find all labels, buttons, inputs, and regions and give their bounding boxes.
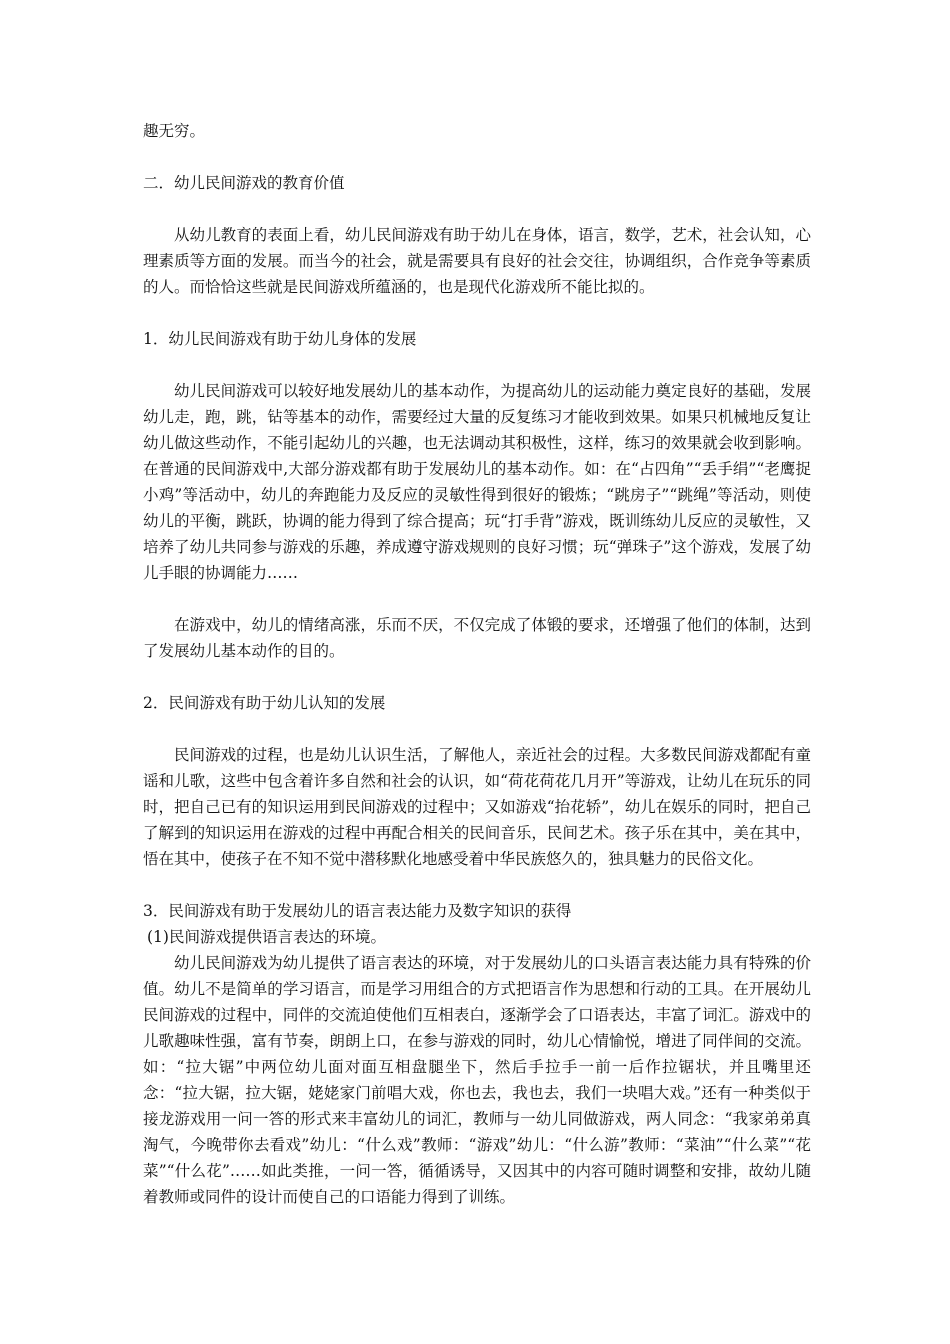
paragraph-education-value: 从幼儿教育的表面上看，幼儿民间游戏有助于幼儿在身体，语言，数学，艺术，社会认知，心理素质等方面的发展。而当今的社会，就是需要具有良好的社会交往，协调组织，合作竞争等素质的人。而恰恰这些就是民间游戏所蕴涵的，也是现代化游戏所不能比拟的。: [143, 226, 811, 296]
subheading-3: 3．民间游戏有助于发展幼儿的语言表达能力及数字知识的获得: [143, 902, 572, 920]
paragraph-emotion: 在游戏中，幼儿的情绪高涨，乐而不厌，不仅完成了体锻的要求，还增强了他们的体制，达到了发展幼儿基本动作的目的。: [143, 616, 811, 660]
paragraph-physical-development: 幼儿民间游戏可以较好地发展幼儿的基本动作，为提高幼儿的运动能力奠定良好的基础，发展幼儿走，跑，跳，钻等基本的动作，需要经过大量的反复练习才能收到效果。如果只机械地反复让幼儿做这些动作，不能引起幼儿的兴趣，也无法调动其积极性，这样，练习的效果就会收到影响。在普通的民间游戏中,大部分游戏都有助于发展幼儿的基本动作。如：在“占四角”“丢手绢”“老鹰捉小鸡”等活动中，幼儿的奔跑能力及反应的灵敏性得到很好的锻炼；“跳房子”“跳绳”等活动，则使幼儿的平衡，跳跃，协调的能力得到了综合提高；玩“打手背”游戏，既训练幼儿反应的灵敏性，又培养了幼儿共同参与游戏的乐趣，养成遵守游戏规则的良好习惯；玩“弹珠子”这个游戏，发展了幼儿手眼的协调能力……: [143, 382, 811, 582]
section-heading-2: 二．幼儿民间游戏的教育价值: [143, 174, 345, 192]
paragraph-language: 幼儿民间游戏为幼儿提供了语言表达的环境，对于发展幼儿的口头语言表达能力具有特殊的价值。幼儿不是简单的学习语言，而是学习用组合的方式把语言作为思想和行动的工具。在开展幼儿民间游戏的过程中，同伴的交流迫使他们互相表白，逐渐学会了口语表达，丰富了词汇。游戏中的儿歌趣味性强，富有节奏，朗朗上口，在参与游戏的同时，幼儿心情愉悦，增进了同伴间的交流。如：“拉大锯”中两位幼儿面对面互相盘腿坐下，然后手拉手一前一后作拉锯状，并且嘴里还念：“拉大锯，拉大锯，姥姥家门前唱大戏，你也去，我也去，我们一块唱大戏。”还有一种类似于接龙游戏用一问一答的形式来丰富幼儿的词汇，教师与一幼儿同做游戏，两人同念：“我家弟弟真淘气，今晚带你去看戏”幼儿：“什么戏”教师：“游戏”幼儿：“什么游”教师：“菜油”“什么菜”“花菜”“什么花”……如此类推，一问一答，循循诱导，又因其中的内容可随时调整和安排，故幼儿随着教师或同件的设计而使自己的口语能力得到了训练。: [143, 954, 811, 1206]
paragraph-cognition: 民间游戏的过程，也是幼儿认识生活，了解他人，亲近社会的过程。大多数民间游戏都配有童谣和儿歌，这些中包含着许多自然和社会的认识，如“荷花荷花几月开”等游戏，让幼儿在玩乐的同时，把自己已有的知识运用到民间游戏的过程中；又如游戏“抬花轿”，幼儿在娱乐的同时，把自己了解到的知识运用在游戏的过程中再配合相关的民间音乐，民间艺术。孩子乐在其中，美在其中，悟在其中，使孩子在不知不觉中潜移默化地感受着中华民族悠久的，独具魅力的民俗文化。: [143, 746, 811, 868]
subheading-3-1: (1)民间游戏提供语言表达的环境。: [147, 928, 386, 946]
paragraph-continuation: 趣无穷。: [143, 122, 206, 140]
subheading-1: 1．幼儿民间游戏有助于幼儿身体的发展: [143, 330, 417, 348]
subheading-2: 2．民间游戏有助于幼儿认知的发展: [143, 694, 386, 712]
document-body: [143, 118, 811, 1210]
